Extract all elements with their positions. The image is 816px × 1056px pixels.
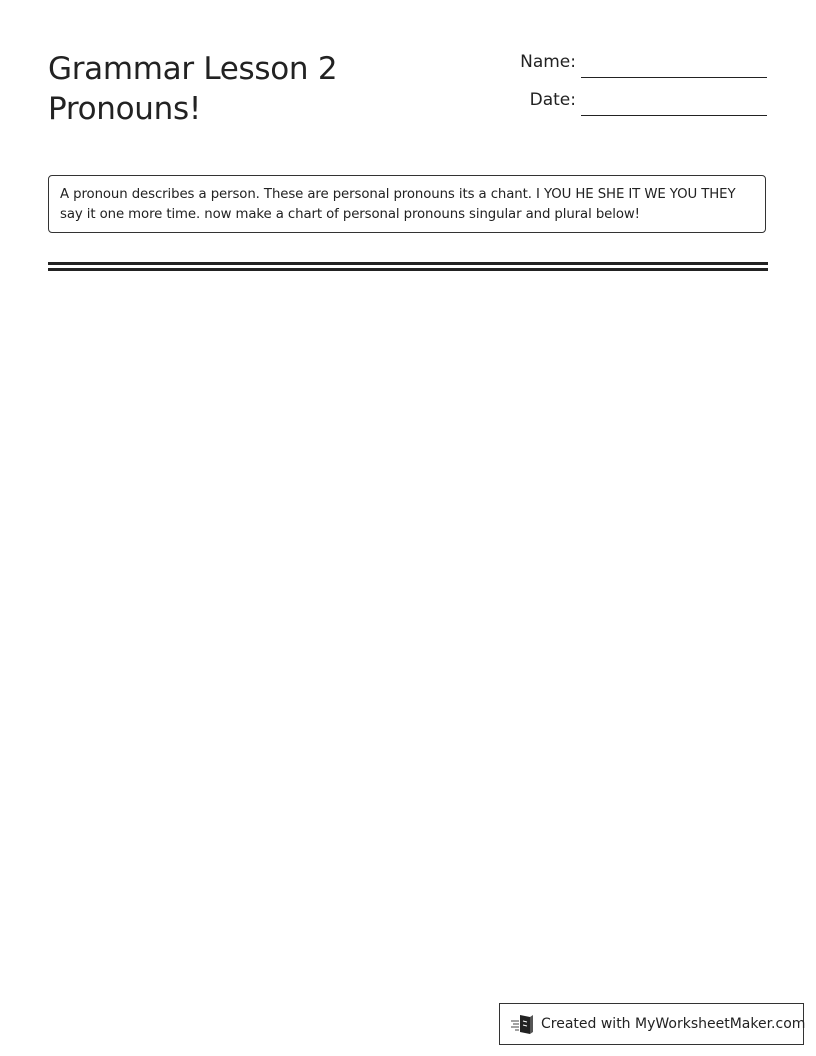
worksheet-title-line2: Pronouns! bbox=[48, 91, 201, 127]
footer-credit-badge[interactable] bbox=[499, 1003, 804, 1045]
date-field-line[interactable] bbox=[581, 115, 767, 116]
date-label: Date: bbox=[529, 90, 576, 110]
name-field-line[interactable] bbox=[581, 77, 767, 78]
myworksheetmaker-logo-icon bbox=[510, 1012, 536, 1036]
divider-rule-top bbox=[48, 262, 768, 265]
footer-credit-text: Created with MyWorksheetMaker.com bbox=[541, 1016, 806, 1032]
instructions-box: A pronoun describes a person. These are personal pronouns its a chant. I YOU HE SHE IT WE YOU THEY say it one more time. now make a chart of personal pronouns singular and plural below! bbox=[48, 175, 766, 233]
name-label: Name: bbox=[520, 52, 576, 72]
worksheet-title-line1: Grammar Lesson 2 bbox=[48, 51, 338, 87]
divider-rule-bottom bbox=[48, 268, 768, 271]
